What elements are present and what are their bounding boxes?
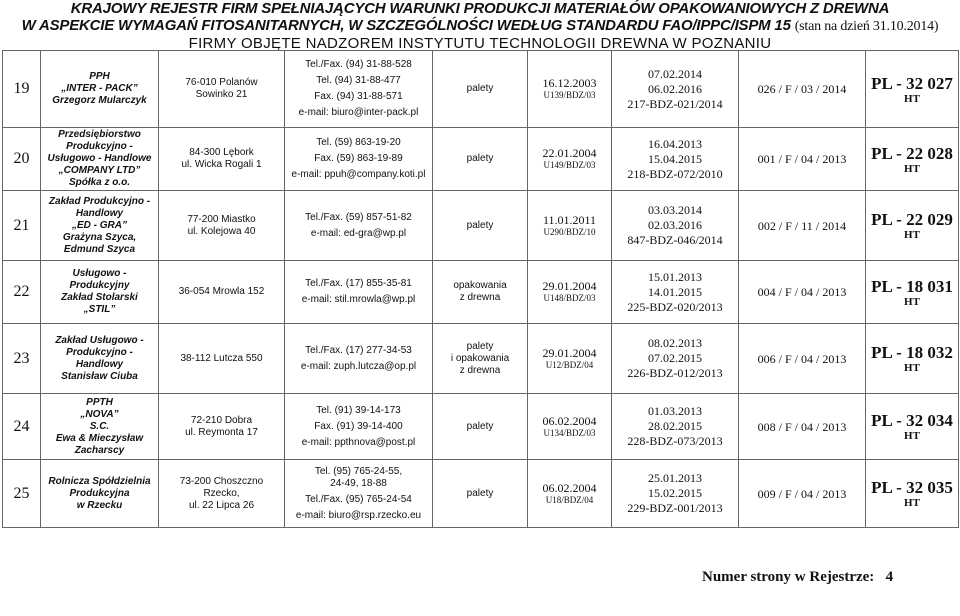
certificate-line: 225-BDZ-020/2013 <box>627 299 723 314</box>
firm-name-line: „NOVA” <box>80 408 119 420</box>
pl-code: PL - 22 029 <box>871 210 953 229</box>
address-line: ul. Wicka Rogali 1 <box>181 159 262 170</box>
pl-code: PL - 32 034 <box>871 411 953 430</box>
address-line: ul. 22 Lipca 26 <box>188 499 255 511</box>
products-line: palety <box>466 219 494 231</box>
certificate-line: 229-BDZ-001/2013 <box>627 501 723 515</box>
ispm-mark <box>866 460 959 528</box>
table-row <box>3 128 959 191</box>
contact <box>285 460 433 528</box>
firm-name-line: „ED - GRA” <box>72 219 127 231</box>
certificate <box>612 261 739 324</box>
certificate-line: 217-BDZ-021/2014 <box>627 96 723 111</box>
contact-line: Tel. (95) 765-24-55, 24-49, 18-88 <box>314 465 403 489</box>
certificate-line: 15.02.2015 <box>648 486 702 500</box>
products <box>433 191 528 261</box>
contact-line: e-mail: ppthnova@post.pl <box>301 436 416 448</box>
ispm-mark <box>866 191 959 261</box>
certificate-line: 07.02.2014 <box>648 66 702 81</box>
products <box>433 394 528 460</box>
contact-line: Tel. (94) 31-88-477 <box>316 75 401 86</box>
firm-name-line: S.C. <box>89 420 110 432</box>
decision-number: U12/BDZ/04 <box>545 359 594 370</box>
table-row <box>3 191 959 261</box>
firm-name <box>41 394 159 460</box>
firm-name-line: Zacharscy <box>74 444 125 456</box>
certificate-line: 218-BDZ-072/2010 <box>627 166 723 181</box>
date: 29.01.2004 <box>542 345 597 360</box>
contact-line: e-mail: stil.mrowla@wp.pl <box>301 294 416 305</box>
products <box>433 460 528 528</box>
firm-name-line: PPTH <box>86 396 113 408</box>
decision-number: U139/BDZ/03 <box>543 90 596 100</box>
certificate-line: 01.03.2013 <box>648 404 702 418</box>
address <box>159 51 285 128</box>
products-line: palety <box>466 487 494 499</box>
page-number-label: Numer strony w Rejestrze: <box>702 569 875 585</box>
address <box>159 394 285 460</box>
contact-line: Tel./Fax. (17) 277-34-53 <box>305 344 412 356</box>
pl-code: PL - 22 028 <box>871 143 953 163</box>
firm-name-line: „STIL” <box>83 304 116 315</box>
ht-label: HT <box>904 229 920 241</box>
certificate-line: 06.02.2016 <box>648 81 702 96</box>
date: 06.02.2004 <box>542 480 597 495</box>
date: 11.01.2011 <box>542 212 597 227</box>
address <box>159 128 285 191</box>
contact <box>285 394 433 460</box>
firm-name-line: Grzegorz Mularczyk <box>52 95 147 106</box>
contact-line: e-mail: zuph.lutcza@op.pl <box>300 360 417 372</box>
row-number: 19 <box>3 51 41 128</box>
row-number: 22 <box>3 261 41 324</box>
products-line: z drewna <box>459 292 501 303</box>
products-line: palety <box>466 420 494 432</box>
register-number: 009 / F / 04 / 2013 <box>739 460 866 528</box>
contact-line: Tel./Fax. (17) 855-35-81 <box>305 278 412 289</box>
pl-code: PL - 32 035 <box>871 478 953 497</box>
ht-label: HT <box>904 362 920 374</box>
register-number: 002 / F / 11 / 2014 <box>739 191 866 261</box>
date: 22.01.2004 <box>542 146 597 160</box>
contact-line: e-mail: biuro@rsp.rzecko.eu <box>295 509 422 521</box>
ht-label: HT <box>904 92 920 105</box>
pl-code: PL - 32 027 <box>871 73 953 93</box>
certificate-line: 28.02.2015 <box>648 419 702 433</box>
row-number: 23 <box>3 324 41 394</box>
ispm-mark <box>866 128 959 191</box>
address-line: 73-200 Choszczno <box>179 475 264 487</box>
register-number: 001 / F / 04 / 2013 <box>739 128 866 191</box>
firm-name-line: Edmund Szyca <box>63 243 136 255</box>
date: 06.02.2004 <box>542 413 597 428</box>
contact-line: Fax. (59) 863-19-89 <box>314 153 403 164</box>
table-row <box>3 51 959 128</box>
firm-name-line: Usługowo - Handlowe <box>47 153 152 164</box>
registration-date <box>528 261 612 324</box>
products <box>433 128 528 191</box>
products <box>433 51 528 128</box>
pl-code: PL - 18 031 <box>871 276 953 296</box>
firm-name-line: Przedsiębiorstwo <box>58 129 141 140</box>
contact <box>285 128 433 191</box>
page-number-value: 4 <box>885 569 894 585</box>
subtitle-text: W ASPEKCIE WYMAGAŃ FITOSANITARNYCH, W SZCZEGÓLNOŚCI WEDŁUG STANDARDU FAO/IPPC/ISPM 15 <box>21 17 791 34</box>
firm-name <box>41 324 159 394</box>
address-line: ul. Kolejowa 40 <box>187 225 256 237</box>
certificate-line: 15.01.2013 <box>648 269 702 284</box>
table-row <box>3 261 959 324</box>
products-line: palety <box>466 83 494 94</box>
address <box>159 324 285 394</box>
registration-date <box>528 51 612 128</box>
ispm-mark <box>866 261 959 324</box>
firm-name-line: Handlowy <box>75 207 124 219</box>
address <box>159 460 285 528</box>
contact-line: Tel./Fax. (95) 765-24-54 <box>305 493 412 505</box>
firm-name-line: Zakład Usługowo - <box>55 334 144 346</box>
certificate <box>612 128 739 191</box>
firm-name-line: „COMPANY LTD” <box>58 165 141 176</box>
register-table <box>2 50 959 528</box>
table-row <box>3 460 959 528</box>
contact-line: Fax. (94) 31-88-571 <box>314 91 403 102</box>
row-number: 24 <box>3 394 41 460</box>
register-number: 026 / F / 03 / 2014 <box>739 51 866 128</box>
status-date: (stan na dzień 31.10.2014) <box>794 19 939 34</box>
contact <box>285 51 433 128</box>
row-number: 25 <box>3 460 41 528</box>
ispm-mark <box>866 324 959 394</box>
ht-label: HT <box>904 430 920 442</box>
supervision-heading: FIRMY OBJĘTE NADZOREM INSTYTUTU TECHNOLOGII DREWNA W POZNANIU <box>188 35 772 52</box>
row-number: 20 <box>3 128 41 191</box>
firm-name-line: Ewa & Mieczysław <box>55 432 144 444</box>
contact <box>285 191 433 261</box>
firm-name <box>41 460 159 528</box>
register-subtitle <box>0 17 960 35</box>
address-line: Rzecko, <box>203 487 240 499</box>
firm-name <box>41 128 159 191</box>
firm-name-line: Stanisław Ciuba <box>61 370 138 382</box>
products-line: palety <box>466 340 494 352</box>
registration-date <box>528 191 612 261</box>
ht-label: HT <box>904 295 920 308</box>
decision-number: U148/BDZ/03 <box>543 293 596 303</box>
certificate-line: 07.02.2015 <box>648 351 702 365</box>
contact-line: Tel./Fax. (94) 31-88-528 <box>305 59 412 70</box>
date: 29.01.2004 <box>542 279 597 293</box>
decision-number: U134/BDZ/03 <box>543 427 596 438</box>
certificate-line: 02.03.2016 <box>648 218 702 232</box>
ht-label: HT <box>904 497 920 509</box>
address-line: 84-300 Lębork <box>189 147 254 158</box>
certificate-line: 847-BDZ-046/2014 <box>627 233 723 247</box>
certificate-line: 08.02.2013 <box>648 336 702 350</box>
firm-name <box>41 51 159 128</box>
contact-line: e-mail: ppuh@company.koti.pl <box>291 169 426 180</box>
firm-name-line: w Rzecku <box>76 499 123 511</box>
table-row <box>3 394 959 460</box>
firm-name-line: Usługowo - <box>72 268 127 279</box>
certificate-line: 16.04.2013 <box>648 136 702 151</box>
firm-name-line: PPH <box>89 71 110 82</box>
certificate-line: 226-BDZ-012/2013 <box>627 366 723 380</box>
products-line: i opakowania <box>450 352 510 364</box>
firm-name-line: „INTER - PACK” <box>61 83 138 94</box>
firm-name <box>41 261 159 324</box>
firm-name-line: Handlowy <box>75 358 124 370</box>
table-row <box>3 324 959 394</box>
ispm-mark <box>866 51 959 128</box>
firm-name-line: Produkcyjny <box>69 280 130 291</box>
certificate <box>612 191 739 261</box>
contact-line: Tel. (91) 39-14-173 <box>316 404 401 416</box>
register-number: 008 / F / 04 / 2013 <box>739 394 866 460</box>
contact-line: Tel./Fax. (59) 857-51-82 <box>305 211 412 223</box>
firm-name-line: Produkcyjno - <box>66 141 133 152</box>
products-line: z drewna <box>459 364 501 376</box>
firm-name-line: Produkcyjno - <box>66 346 133 358</box>
certificate-line: 03.03.2014 <box>648 203 702 217</box>
register-number: 006 / F / 04 / 2013 <box>739 324 866 394</box>
registration-date <box>528 324 612 394</box>
firm-name-line: Rolnicza Spółdzielnia <box>48 475 151 487</box>
firm-name-line: Zakład Produkcyjno - <box>48 195 151 207</box>
pl-code: PL - 18 032 <box>871 343 953 362</box>
certificate-line: 25.01.2013 <box>648 471 702 485</box>
page-number <box>702 569 893 586</box>
firm-name-line: Produkcyjna <box>69 487 130 499</box>
address-line: ul. Reymonta 17 <box>185 426 258 438</box>
registration-date <box>528 394 612 460</box>
firm-name-line: Grażyna Szyca, <box>62 231 137 243</box>
address <box>159 261 285 324</box>
ispm-mark <box>866 394 959 460</box>
contact <box>285 261 433 324</box>
decision-number: U290/BDZ/10 <box>543 226 596 237</box>
address-line: 76-010 Polanów <box>185 77 258 88</box>
contact-line: Tel. (59) 863-19-20 <box>316 137 401 148</box>
contact-line: e-mail: ed-gra@wp.pl <box>310 227 407 239</box>
address-line: 77-200 Miastko <box>187 213 256 225</box>
firm-name <box>41 191 159 261</box>
address <box>159 191 285 261</box>
address-line: 38-112 Lutcza 550 <box>180 352 263 364</box>
registration-date <box>528 460 612 528</box>
products-line: opakowania <box>453 280 507 291</box>
products <box>433 261 528 324</box>
address-line: 72-210 Dobra <box>190 414 253 426</box>
date: 16.12.2003 <box>542 76 597 90</box>
register-title: KRAJOWY REJESTR FIRM SPEŁNIAJĄCYCH WARUNKI PRODUKCJI MATERIAŁÓW OPAKOWANIOWYCH Z DREWNA <box>70 0 890 17</box>
firm-name-line: Spółka z o.o. <box>68 177 131 188</box>
certificate-line: 228-BDZ-073/2013 <box>627 434 723 448</box>
contact-line: e-mail: biuro@inter-pack.pl <box>298 107 419 118</box>
ht-label: HT <box>904 162 920 175</box>
certificate-line: 14.01.2015 <box>648 284 702 299</box>
certificate <box>612 324 739 394</box>
address-line: 36-054 Mrowla 152 <box>178 286 265 297</box>
contact-line: Fax. (91) 39-14-400 <box>314 420 403 432</box>
products <box>433 324 528 394</box>
certificate-line: 15.04.2015 <box>648 151 702 166</box>
firm-name-line: Zakład Stolarski <box>61 292 138 303</box>
address-line: Sowinko 21 <box>195 89 248 100</box>
contact <box>285 324 433 394</box>
decision-number: U149/BDZ/03 <box>543 160 596 170</box>
row-number: 21 <box>3 191 41 261</box>
certificate <box>612 51 739 128</box>
certificate <box>612 460 739 528</box>
decision-number: U18/BDZ/04 <box>545 494 594 505</box>
register-number: 004 / F / 04 / 2013 <box>739 261 866 324</box>
products-line: palety <box>466 153 494 164</box>
certificate <box>612 394 739 460</box>
registration-date <box>528 128 612 191</box>
